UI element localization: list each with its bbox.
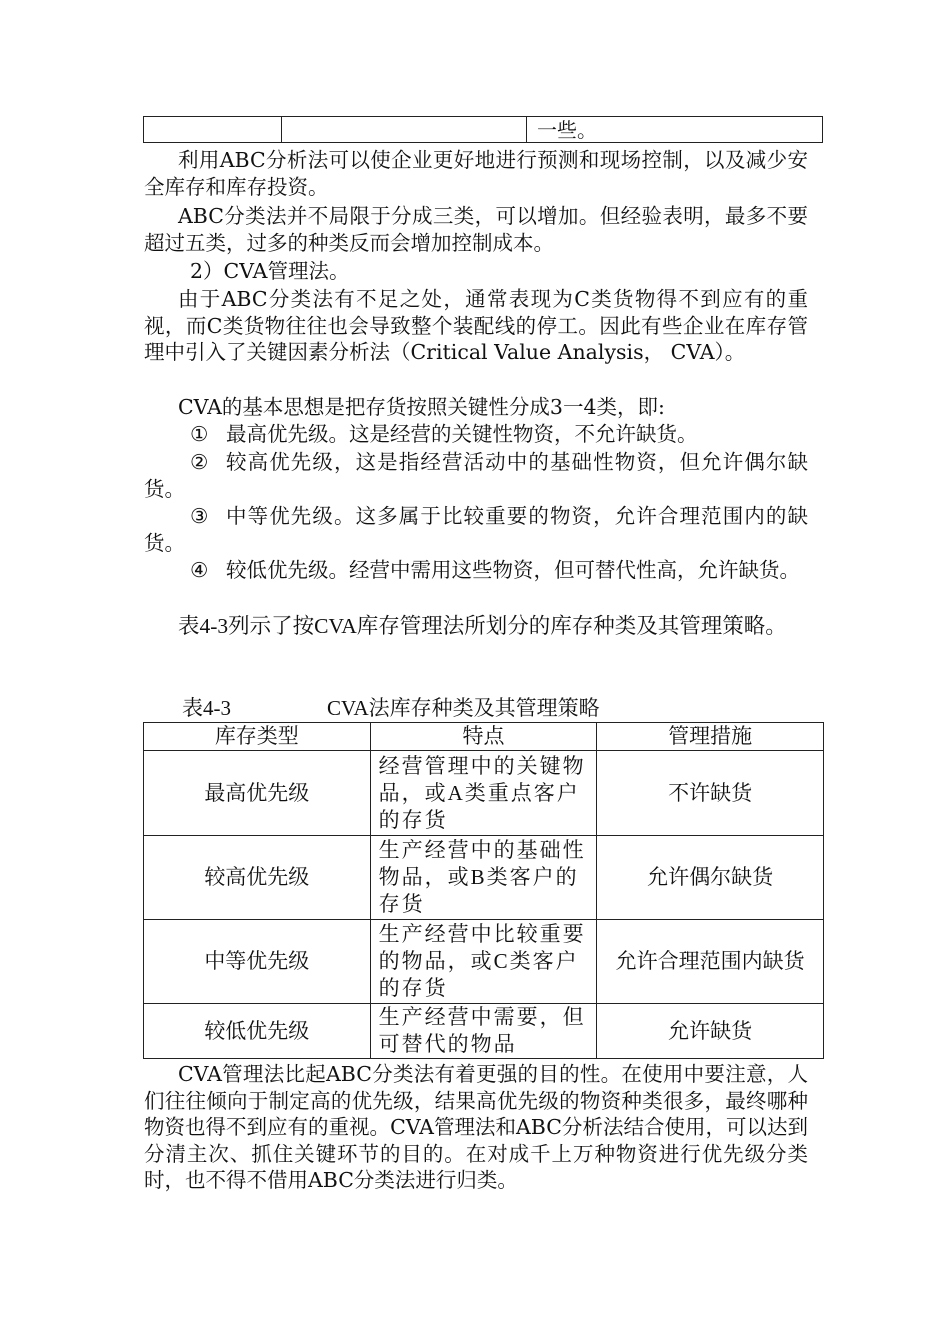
cell-measure: 允许合理范围内缺货 [597,920,824,1004]
cell-feature: 生产经营中比较重要的物品，或C类客户的存货 [370,920,597,1004]
paragraph-abc-categories: ABC分类法并不局限于分成三类，可以增加。但经验表明，最多不要超过五类，过多的种类反而会增加控制成本。 [144,204,808,255]
cell-measure: 允许偶尔缺货 [597,836,824,920]
header-measure: 管理措施 [597,723,824,751]
table-number: 表4-3 [182,696,231,720]
cell-feature: 生产经营中需要，但可替代的物品 [370,1004,597,1059]
table-cell: 一些。 [537,118,597,142]
cell-type: 较高优先级 [144,836,371,920]
item-number: ③ [190,504,209,528]
cell-type: 最高优先级 [144,751,371,836]
cva-strategy-table [143,722,824,1059]
table-row [144,920,824,1004]
item-number: ① [190,422,209,446]
list-item-highest: 最高优先级。这是经营的关键性物资，不允许缺货。 [226,422,698,446]
paragraph-cva-idea: CVA的基本思想是把存货按照关键性分成3一4类，即: [178,395,665,419]
cell-feature: 经营管理中的关键物品，或A类重点客户的存货 [370,751,597,836]
cell-measure: 不许缺货 [597,751,824,836]
list-item-lower: 较低优先级。经营中需用这些物资，但可替代性高，允许缺货。 [226,558,800,582]
header-feature: 特点 [370,723,597,751]
paragraph-table-ref: 表4-3列示了按CVA库存管理法所划分的库存种类及其管理策略。 [178,614,787,638]
header-type: 库存类型 [144,723,371,751]
table-row [144,1004,824,1059]
table-cell [144,117,282,142]
section-heading-cva: 2）CVA管理法。 [190,259,350,283]
item-number: ② [190,450,209,474]
paragraph-cva-summary: CVA管理法比起ABC分类法有着更强的目的性。在使用中要注意，人们往往倾向于制定高的优先级，结果高优先级的物资种类很多，最终哪种物资也得不到应有的重视。CVA管理法和ABC分析法结合使用，可以达到分清主次、抓住关键环节的目的。在对成千上万种物资进行优先级分类时，也不得不借用ABC分类法进行归类。 [144,1062,808,1193]
table-header-row [144,723,824,751]
cell-type: 较低优先级 [144,1004,371,1059]
table-cell [282,117,527,142]
item-number: ④ [190,558,209,582]
cell-feature: 生产经营中的基础性物品，或B类客户的存货 [370,836,597,920]
table-row [144,836,824,920]
continued-table [143,116,823,143]
list-item-higher: 较高优先级，这是指经营活动中的基础性物资，但允许偶尔缺货。 [144,450,808,501]
table-row [144,751,824,836]
table-title: CVA法库存种类及其管理策略 [327,696,600,720]
paragraph-abc-benefit: 利用ABC分析法可以使企业更好地进行预测和现场控制，以及减少安全库存和库存投资。 [144,148,808,199]
paragraph-cva-intro: 由于ABC分类法有不足之处，通常表现为C类货物得不到应有的重视，而C类货物往往也会导致整个装配线的停工。因此有些企业在库存管理中引入了关键因素分析法（Critical Value Analysis， CVA）。 [144,287,808,365]
list-item-medium: 中等优先级。这多属于比较重要的物资，允许合理范围内的缺货。 [144,504,808,555]
cell-measure: 允许缺货 [597,1004,824,1059]
cell-type: 中等优先级 [144,920,371,1004]
